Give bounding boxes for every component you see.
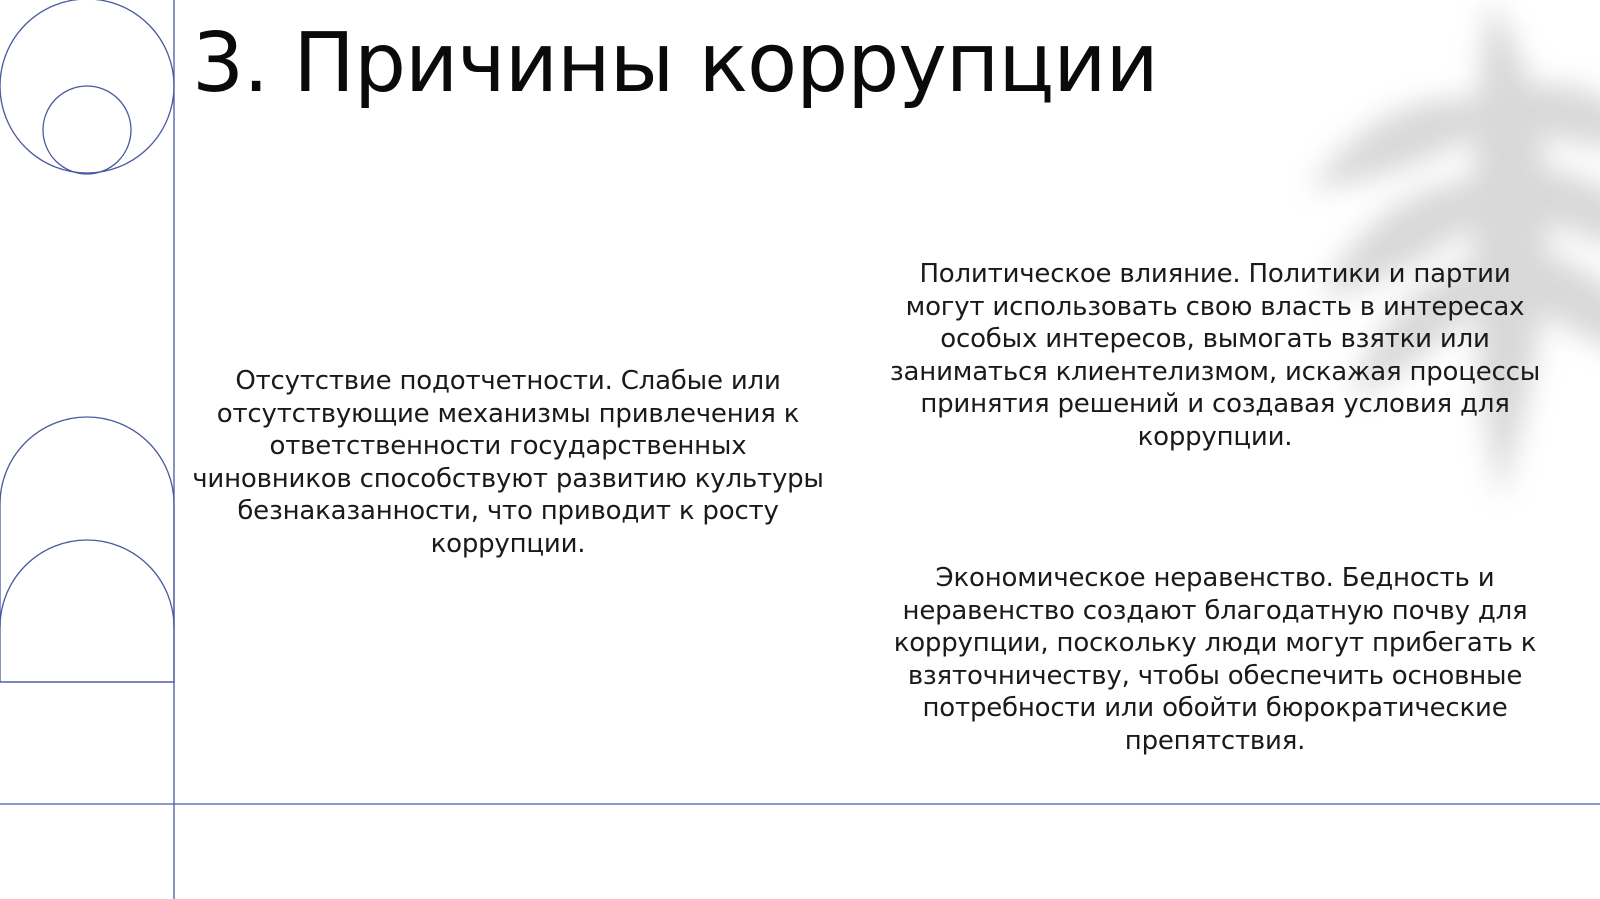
cause-lack-of-accountability: Отсутствие подотчетности. Слабые или отсутствующие механизмы привлечения к ответственности государственных чиновников способствуют развитию культуры безнаказанности, что приводит к росту коррупции. xyxy=(192,366,824,559)
cause-economic-inequality: Экономическое неравенство. Бедность и неравенство создают благодатную почву для коррупции, поскольку люди могут прибегать к взяточничеству, чтобы обеспечить основные потребности или обойти бюрократические препятствия. xyxy=(893,563,1537,756)
cause-political-influence: Политическое влияние. Политики и партии могут использовать свою власть в интересах особых интересов, вымогать взятки или заниматься клиентелизмом, искажая процессы принятия решений и создавая условия для коррупции. xyxy=(889,259,1541,452)
slide-title: 3. Причины коррупции xyxy=(192,16,1158,111)
